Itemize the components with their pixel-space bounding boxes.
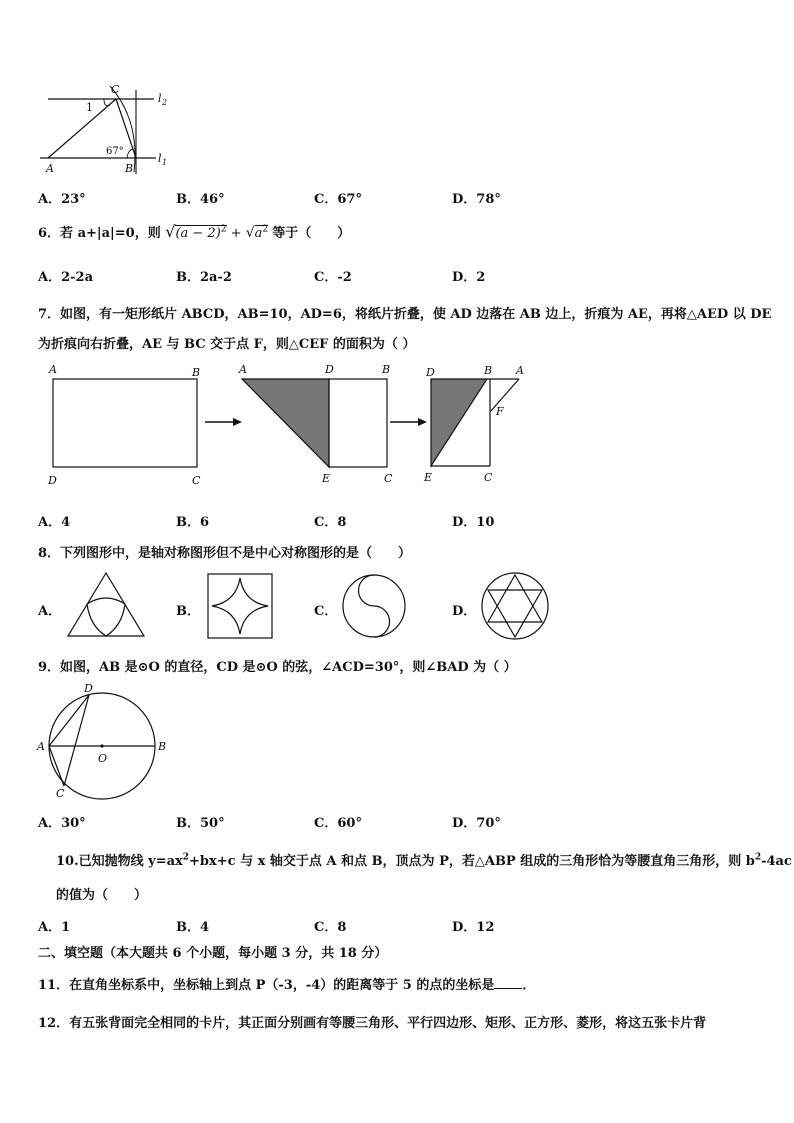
q7-stem-line2: 为折痕向右折叠，AE 与 BC 交于点 F，则△CEF 的面积为（ ） xyxy=(38,337,416,352)
shaded-triangle-folded xyxy=(431,379,487,466)
q11-stem-a: 11．在直角坐标系中，坐标轴上到点 P（-3，-4）的距离等于 5 的点的坐标是 xyxy=(38,978,495,993)
q9-figure xyxy=(34,680,174,800)
label-b: B xyxy=(158,740,167,753)
q6-stem-b: 等于（ ） xyxy=(272,226,351,241)
label-l2: l xyxy=(158,92,162,105)
chord-cd xyxy=(64,695,89,786)
q10-line1-sup1: 2 xyxy=(182,852,190,863)
q6-option-d[interactable]: D．2 xyxy=(452,270,486,285)
label-d: D xyxy=(48,474,57,487)
q10-stem-line1 xyxy=(56,850,792,869)
label-d: D xyxy=(426,366,435,379)
q8-shape-square-star xyxy=(205,572,275,640)
label-angle-1: 1 xyxy=(86,101,93,114)
label-c: C xyxy=(111,83,120,96)
q8-option-c[interactable]: C． xyxy=(314,604,338,619)
q6-option-a[interactable]: A．2-2a xyxy=(38,270,93,285)
label-c: C xyxy=(384,472,393,485)
q8-option-b[interactable]: B． xyxy=(176,604,200,619)
q6-stem-a: 6．若 a+|a|=0，则 xyxy=(38,226,161,241)
q6-expr-a: (a − 2) xyxy=(175,226,221,241)
q11-stem-b: ． xyxy=(522,978,536,993)
rectangle-abcd xyxy=(53,379,197,467)
q10-option-d[interactable]: D．12 xyxy=(452,920,495,935)
q10-option-c[interactable]: C．8 xyxy=(314,920,347,935)
q5-figure xyxy=(36,80,176,178)
q5-option-a[interactable]: A．23° xyxy=(38,192,86,207)
q6-expression: $√(a - 2)^2 + √a^2$ xyxy=(165,222,269,241)
q7-option-a[interactable]: A．4 xyxy=(38,515,71,530)
q8-shape-yin-yang xyxy=(339,572,409,640)
q6-stem xyxy=(38,222,350,241)
label-a: A xyxy=(46,162,54,175)
label-f: F xyxy=(496,405,504,418)
center-o-dot xyxy=(100,744,103,747)
label-d: D xyxy=(325,363,334,376)
q7-figure-3 xyxy=(420,360,535,490)
q5-option-b[interactable]: B．46° xyxy=(176,192,225,207)
q6-option-b[interactable]: B．2a-2 xyxy=(176,270,232,285)
q7-option-b[interactable]: B．6 xyxy=(176,515,210,530)
q6-expr-b-exp: 2 xyxy=(262,224,269,235)
q9-option-d[interactable]: D．70° xyxy=(452,816,501,831)
label-e: E xyxy=(322,472,331,485)
q8-shape-hexagram-circle xyxy=(479,570,551,642)
q10-line1-sup2: 2 xyxy=(754,852,762,863)
q12-stem: 12．有五张背面完全相同的卡片，其正面分别画有等腰三角形、平行四边形、矩形、正方形、菱形，将这五张卡片背 xyxy=(38,1016,707,1031)
rectangle-dbce xyxy=(329,379,387,467)
q9-option-c[interactable]: C．60° xyxy=(314,816,362,831)
q9-option-a[interactable]: A．30° xyxy=(38,816,86,831)
shaded-triangle-ade xyxy=(242,379,329,467)
q10-line1-a: 10.已知抛物线 y=ax xyxy=(56,854,183,869)
q8-shape-triangle-reuleaux xyxy=(64,570,148,640)
q11-stem xyxy=(38,974,535,993)
q8-option-a[interactable]: A． xyxy=(38,604,62,619)
q7-figure-1 xyxy=(40,360,215,490)
label-a: A xyxy=(49,363,57,376)
label-c: C xyxy=(484,471,493,484)
q6-expr-b: a xyxy=(254,226,263,241)
label-c: C xyxy=(56,787,65,800)
q8-stem: 8．下列图形中，是轴对称图形但不是中心对称图形的是（ ） xyxy=(38,546,412,561)
label-angle-67: 67° xyxy=(106,146,124,157)
label-o: O xyxy=(98,752,108,765)
q10-line1-c: -4ac xyxy=(761,854,792,869)
segment-af xyxy=(490,379,519,412)
section-2-heading: 二、填空题（本大题共 6 个小题，每小题 3 分，共 18 分） xyxy=(38,946,388,961)
label-a: A xyxy=(37,740,45,753)
q7-figure-2 xyxy=(234,360,394,490)
label-b: B xyxy=(382,363,391,376)
label-b: B xyxy=(125,162,134,175)
label-b: B xyxy=(192,366,201,379)
label-c: C xyxy=(192,474,201,487)
q6-expr-exp: 2 xyxy=(220,224,227,235)
label-l1-sub: 1 xyxy=(162,158,168,167)
label-e: E xyxy=(424,471,433,484)
q9-option-b[interactable]: B．50° xyxy=(176,816,225,831)
label-a: A xyxy=(516,364,524,377)
q10-line1-b: +bx+c 与 x 轴交于点 A 和点 B，顶点为 P，若△ABP 组成的三角形恰为等腰直角三角形，则 b xyxy=(189,854,755,869)
label-b: B xyxy=(484,364,493,377)
q6-expr-plus: + xyxy=(226,226,246,241)
q7-option-d[interactable]: D．10 xyxy=(452,515,495,530)
label-a: A xyxy=(239,363,247,376)
q5-option-c[interactable]: C．67° xyxy=(314,192,362,207)
label-l2-sub: 2 xyxy=(162,98,168,107)
q6-option-c[interactable]: C．-2 xyxy=(314,270,352,285)
q11-answer-blank[interactable] xyxy=(494,976,522,989)
angle-67-arc xyxy=(127,149,133,158)
segment-ac xyxy=(49,746,64,786)
q7-stem-line1: 7．如图，有一矩形纸片 ABCD，AB=10，AD=6，将纸片折叠，使 AD 边落在 AB 边上，折痕为 AE，再将△AED 以 DE xyxy=(38,307,772,322)
q10-option-a[interactable]: A．1 xyxy=(38,920,71,935)
label-l1: l xyxy=(158,152,162,165)
q10-option-b[interactable]: B．4 xyxy=(176,920,210,935)
q8-option-d[interactable]: D． xyxy=(452,604,477,619)
label-d: D xyxy=(84,682,93,695)
q7-option-c[interactable]: C．8 xyxy=(314,515,347,530)
q10-stem-line2: 的值为（ ） xyxy=(56,888,148,903)
q5-option-d[interactable]: D．78° xyxy=(452,192,501,207)
q9-stem: 9．如图，AB 是⊙O 的直径，CD 是⊙O 的弦，∠ACD=30°，则∠BAD 为（ ） xyxy=(38,660,517,675)
